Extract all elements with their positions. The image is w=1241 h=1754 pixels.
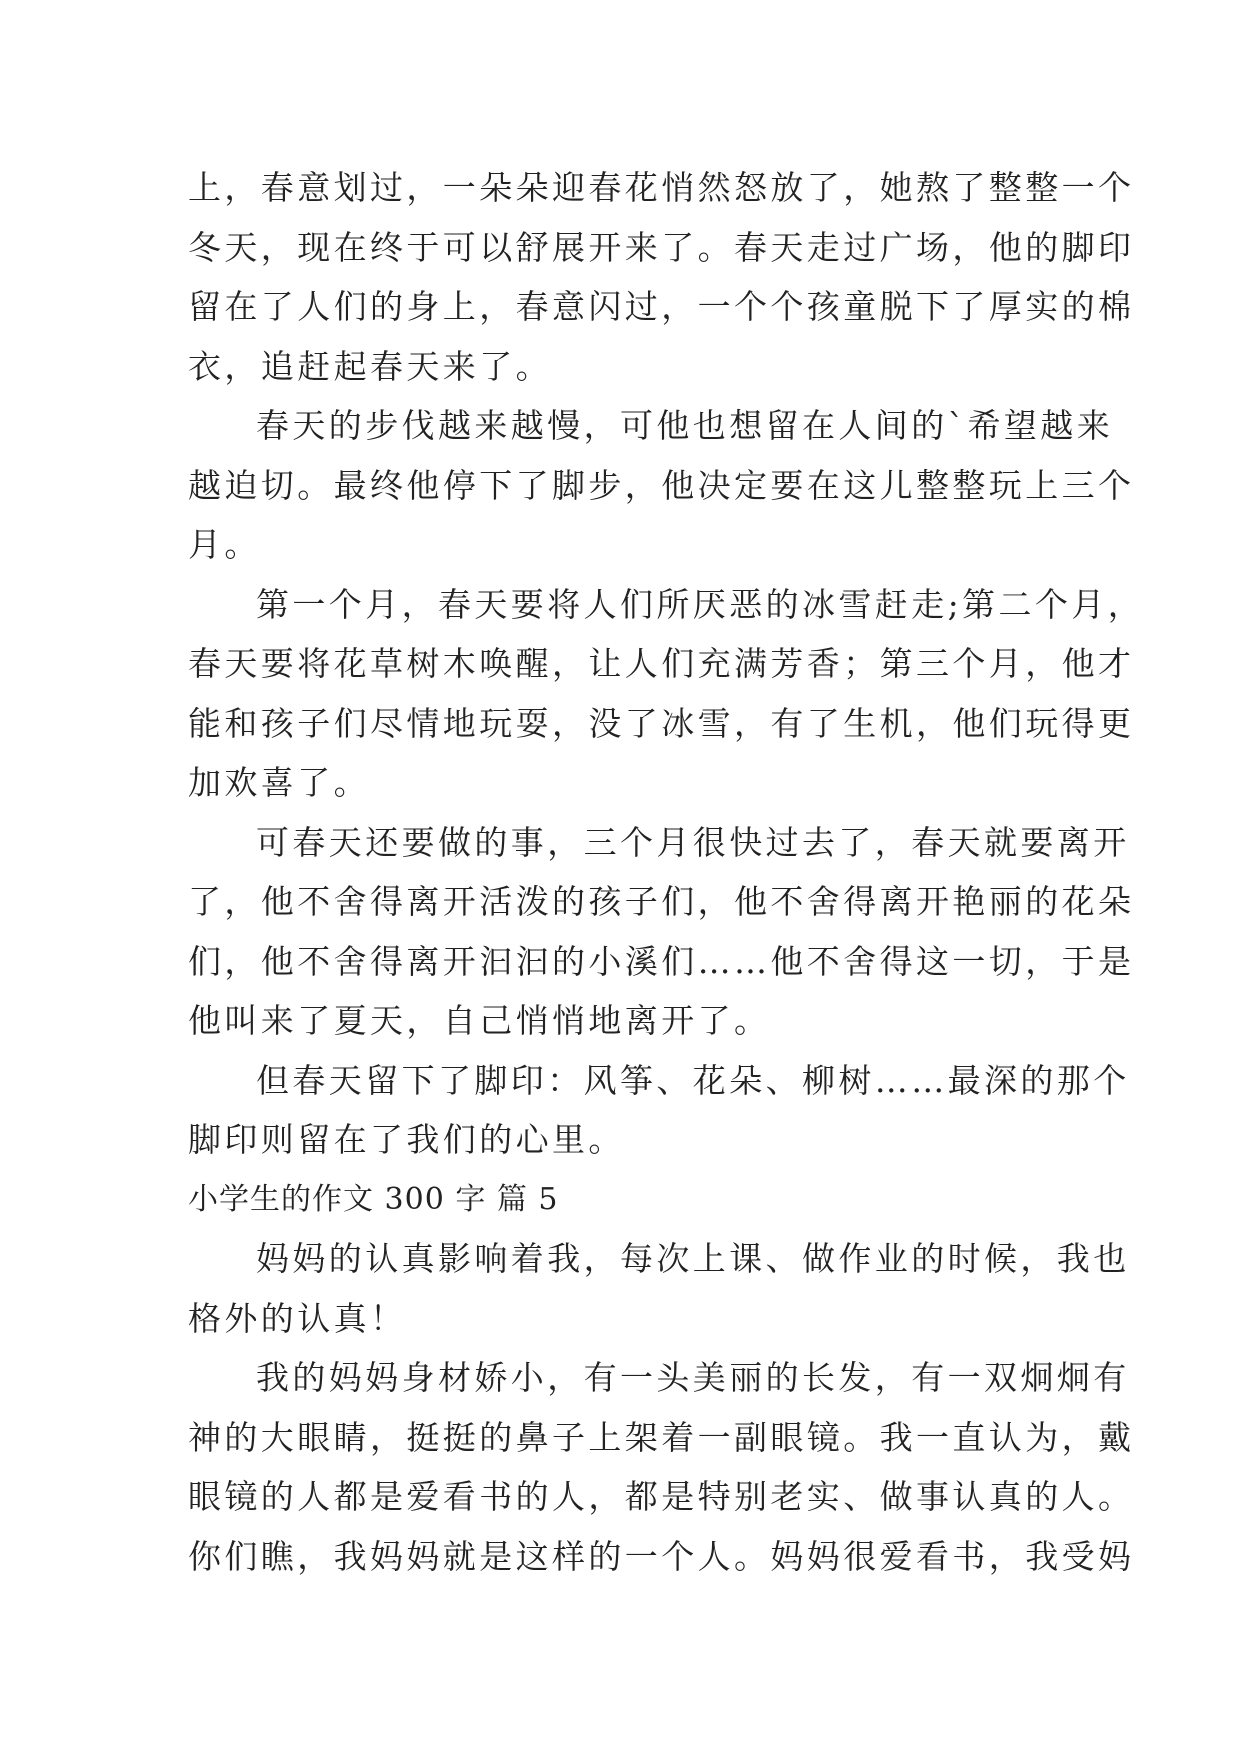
text-line: 春天的步伐越来越慢，可他也想留在人间的`希望越来 [256, 406, 1114, 445]
text-line: 神的大眼睛，挺挺的鼻子上架着一副眼镜。我一直认为，戴 [188, 1417, 1135, 1457]
text-line: 衣，追赶起春天来了。 [188, 346, 552, 386]
paragraph [188, 1051, 1130, 1170]
paragraph [188, 1348, 1135, 1586]
text-line: 能和孩子们尽情地玩耍，没了冰雪，有了生机，他们玩得更 [188, 703, 1135, 743]
text-line: 我的妈妈身材娇小，有一头美丽的长发，有一双炯炯有 [256, 1358, 1130, 1397]
text-line: 加欢喜了。 [188, 763, 370, 802]
text-line: 但春天留下了脚印：风筝、花朵、柳树……最深的那个 [256, 1060, 1130, 1100]
text-line: 月。 [188, 525, 261, 564]
text-line: 了，他不舍得离开活泼的孩子们，他不舍得离开艳丽的花朵 [188, 882, 1135, 921]
paragraph [188, 158, 1135, 396]
text-line: 上，春意划过，一朵朵迎春花悄然怒放了，她熬了整整一个 [188, 168, 1135, 207]
section-heading: 小学生的作文 300 字 篇 5 [188, 1181, 559, 1217]
text-line: 留在了人们的身上，春意闪过，一个个孩童脱下了厚实的棉 [188, 287, 1135, 326]
text-line: 脚印则留在了我们的心里。 [188, 1120, 625, 1159]
text-line: 第一个月，春天要将人们所厌恶的冰雪赶走;第二个月， [256, 584, 1145, 624]
text-line: 格外的认真！ [188, 1298, 407, 1338]
paragraph [188, 1229, 1130, 1348]
paragraph [188, 575, 1145, 813]
text-line: 冬天，现在终于可以舒展开来了。春天走过广场，他的脚印 [188, 227, 1135, 267]
text-line: 春天要将花草树木唤醒，让人们充满芳香；第三个月，他才 [188, 644, 1135, 683]
text-line: 眼镜的人都是爱看书的人，都是特别老实、做事认真的人。 [188, 1477, 1135, 1516]
text-line: 他叫来了夏天，自己悄悄地离开了。 [188, 1001, 771, 1040]
text-line: 妈妈的认真影响着我，每次上课、做作业的时候，我也 [256, 1239, 1130, 1278]
text-line: 你们瞧，我妈妈就是这样的一个人。妈妈很爱看书，我受妈 [188, 1536, 1135, 1576]
document-body [188, 158, 1145, 1586]
text-line: 越迫切。最终他停下了脚步，他决定要在这儿整整玩上三个 [188, 465, 1135, 505]
paragraph [188, 813, 1135, 1051]
text-line: 们，他不舍得离开汩汩的小溪们……他不舍得这一切，于是 [188, 941, 1135, 981]
paragraph [188, 396, 1135, 575]
text-line: 可春天还要做的事，三个月很快过去了，春天就要离开 [256, 822, 1130, 862]
